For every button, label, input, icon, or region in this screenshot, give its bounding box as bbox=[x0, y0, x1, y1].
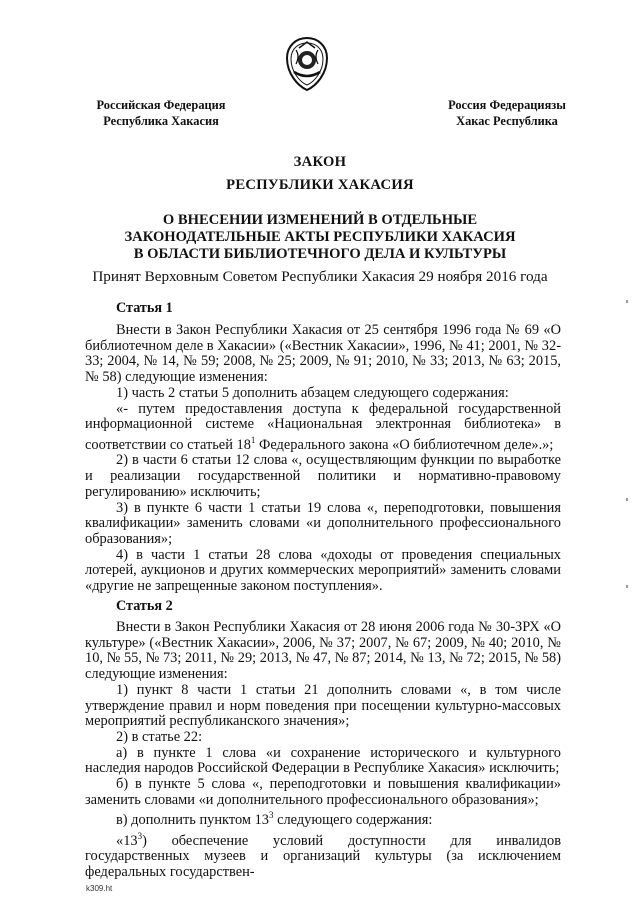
article-1-item-1-quote: «- путем предоставления доступа к федеральной государственной информационной системе «Национальная электронная библиотека» в соответствии со статьей $18^1$ Федерального закона «О библиотечном деле».»; bbox=[85, 400, 561, 453]
article-1-intro: Внести в Закон Республики Хакасия от 25 сентября 1996 года № 69 «О библиотечном деле в Хакасии» («Вестник Хакасии», 1996, № 41; 2001, № 32-33; 2004, № 14, № 59; 2008, № 25; 2009, № 91; 2010, № 33; 2013, № 63; 2015, № 58) следующие изменения: bbox=[85, 322, 561, 386]
header-right bbox=[437, 97, 577, 129]
article-1-body bbox=[85, 323, 561, 595]
subject-line-1: О ВНЕСЕНИИ ИЗМЕНЕНИЙ В ОТДЕЛЬНЫЕ bbox=[162, 212, 478, 228]
header-right-republic: Хакас Республика bbox=[456, 114, 558, 128]
document-title-republic: РЕСПУБЛИКИ ХАКАСИЯ bbox=[226, 177, 414, 193]
subject-line-2: ЗАКОНОДАТЕЛЬНЫЕ АКТЫ РЕСПУБЛИКИ ХАКАСИЯ bbox=[124, 229, 516, 245]
article-2-item-1: 1) пункт 8 части 1 статьи 21 дополнить словами «, в том числе утверждение правил и норм поведения при посещении культурно-массовых мероприятий республиканского значения»; bbox=[85, 681, 561, 730]
article-1-item-3: 3) в пункте 6 части 1 статьи 19 слова «, переподготовки, повышения квалификации» заменить словами «и дополнительного профессионального образования»; bbox=[85, 499, 561, 547]
article-2-intro: Внести в Закон Республики Хакасия от 28 июня 2006 года № 30-ЗРХ «О культуре» («Вестник Хакасии», 2006, № 37; 2007, № 67; 2009, № 40; 2010, № 10, № 55, № 73; 2011, № 29; 2013, № 47, № 87; 2014, № 13, № 72; 2015, № 58) следующие изменения: bbox=[85, 619, 561, 683]
footer-file-code: k309.ht bbox=[86, 884, 113, 893]
header-left-republic: Республика Хакасия bbox=[103, 114, 219, 128]
article-2-item-2c-quote: «$13^3$) обеспечение условий доступности для инвалидов государственных музеев и организаций культуры (за исключением федеральных государствен- bbox=[85, 830, 561, 881]
article-1-item-4: 4) в части 1 статьи 28 слова «доходы от проведения специальных лотерей, аукционов и других коммерческих мероприятий» заменить словами «другие не запрещенные законом поступления». bbox=[85, 546, 561, 595]
article-2-item-2c: в) дополнить пунктом $13^3$ следующего содержания: bbox=[116, 810, 433, 829]
scan-edge-mark bbox=[626, 585, 628, 588]
header-left bbox=[86, 97, 236, 129]
header-left-country: Российская Федерация bbox=[96, 98, 226, 112]
header-right-country: Россия Федерациязы bbox=[448, 98, 566, 112]
article-1-heading: Статья 1 bbox=[116, 300, 173, 316]
article-2-heading: Статья 2 bbox=[116, 598, 173, 614]
coat-of-arms-emblem bbox=[282, 36, 332, 92]
document-title-law: ЗАКОН bbox=[293, 154, 347, 170]
article-1-item-2: 2) в части 6 статьи 12 слова «, осуществляющим функции по выработке и реализации государственной политики и нормативно-правовому регулированию» исключить; bbox=[85, 452, 561, 500]
subject-line-3: В ОБЛАСТИ БИБЛИОТЕЧНОГО ДЕЛА И КУЛЬТУРЫ bbox=[133, 246, 507, 262]
article-2-item-2: 2) в статье 22: bbox=[116, 728, 203, 745]
article-1-item-1: 1) часть 2 статьи 5 дополнить абзацем следующего содержания: bbox=[116, 384, 509, 401]
adoption-note: Принят Верховным Советом Республики Хакасия 29 ноября 2016 года bbox=[92, 268, 548, 285]
article-2-body bbox=[85, 620, 561, 881]
scan-edge-mark bbox=[626, 498, 628, 501]
scan-edge-mark bbox=[626, 300, 628, 303]
article-2-item-2b: б) в пункте 5 слова «, переподготовки и повышения квалификации» заменить словами «и дополнительного профессионального образования»; bbox=[85, 776, 561, 808]
document-subject bbox=[0, 212, 640, 263]
article-2-item-2a: а) в пункте 1 слова «и сохранение исторического и культурного наследия народов Российской Федерации в Республике Хакасия» исключить; bbox=[85, 744, 561, 777]
